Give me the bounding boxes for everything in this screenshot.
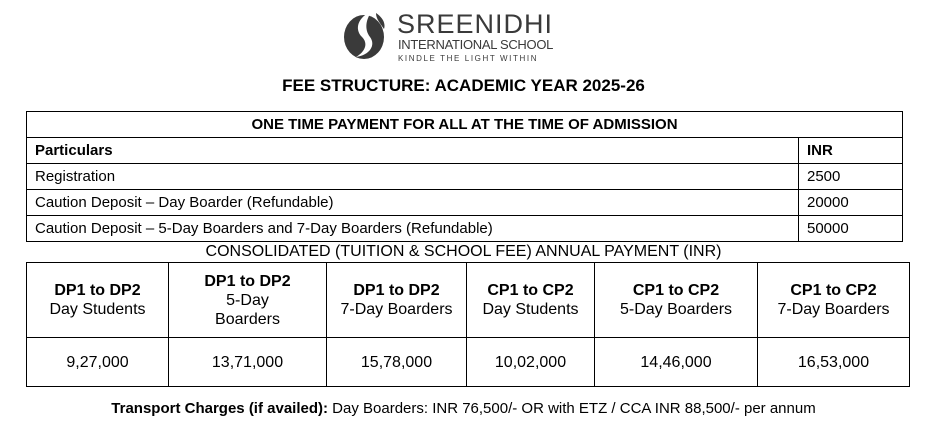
category-label: 7-Day Boarders: [340, 301, 453, 318]
category-label: 7-Day Boarders: [777, 301, 890, 318]
amount-cell: 20000: [799, 190, 903, 216]
column-header: INR: [799, 138, 903, 164]
column-header: [467, 263, 595, 338]
one-time-payment-table: [26, 111, 903, 242]
transport-charges: [0, 400, 927, 418]
grade-label: DP1 to DP2: [353, 282, 440, 299]
grade-label: CP1 to CP2: [487, 282, 574, 299]
grade-label: DP1 to DP2: [54, 282, 141, 299]
logo-tagline: KINDLE THE LIGHT WITHIN: [398, 54, 539, 63]
fee-value-cell: 15,78,000: [327, 338, 467, 387]
fee-value-cell: 9,27,000: [27, 338, 169, 387]
consolidated-fee-table: [26, 262, 910, 387]
fee-value-cell: 14,46,000: [595, 338, 758, 387]
column-header: [327, 263, 467, 338]
category-label: 5-Day Boarders: [619, 301, 733, 318]
fee-value-cell: 10,02,000: [467, 338, 595, 387]
sreenidhi-flame-icon: [342, 7, 390, 61]
amount-cell: 50000: [799, 216, 903, 242]
particular-cell: Caution Deposit – Day Boarder (Refundable): [27, 190, 799, 216]
particular-cell: Registration: [27, 164, 799, 190]
particular-cell: Caution Deposit – 5-Day Boarders and 7-Day Boarders (Refundable): [27, 216, 799, 242]
fee-value-cell: 13,71,000: [169, 338, 327, 387]
column-header: [595, 263, 758, 338]
table-row: [27, 216, 903, 242]
page-title: FEE STRUCTURE: ACADEMIC YEAR 2025-26: [282, 76, 645, 95]
column-header: Particulars: [27, 138, 799, 164]
transport-text: Day Boarders: INR 76,500/- OR with ETZ / CCA INR 88,500/- per annum: [328, 400, 816, 417]
school-logo: [340, 5, 570, 67]
column-header: [27, 263, 169, 338]
table-row: [27, 338, 910, 387]
transport-label: Transport Charges (if availed):: [111, 400, 328, 417]
column-header: [169, 263, 327, 338]
grade-label: DP1 to DP2: [204, 272, 291, 290]
logo-name: SREENIDHI: [397, 9, 554, 39]
section-heading: ONE TIME PAYMENT FOR ALL AT THE TIME OF ADMISSION: [27, 112, 903, 138]
amount-cell: 2500: [799, 164, 903, 190]
grade-label: CP1 to CP2: [632, 282, 720, 299]
table-row: [27, 164, 903, 190]
category-label: Day Students: [49, 301, 146, 318]
category-label: Day Students: [482, 301, 579, 318]
consolidated-heading: CONSOLIDATED (TUITION & SCHOOL FEE) ANNUAL PAYMENT (INR): [205, 243, 722, 260]
logo-subtitle: INTERNATIONAL SCHOOL: [398, 37, 554, 52]
table-row: [27, 190, 903, 216]
column-header: [758, 263, 910, 338]
category-label: 5-Day Boarders: [215, 291, 280, 328]
fee-value-cell: 16,53,000: [758, 338, 910, 387]
grade-label: CP1 to CP2: [790, 282, 877, 299]
